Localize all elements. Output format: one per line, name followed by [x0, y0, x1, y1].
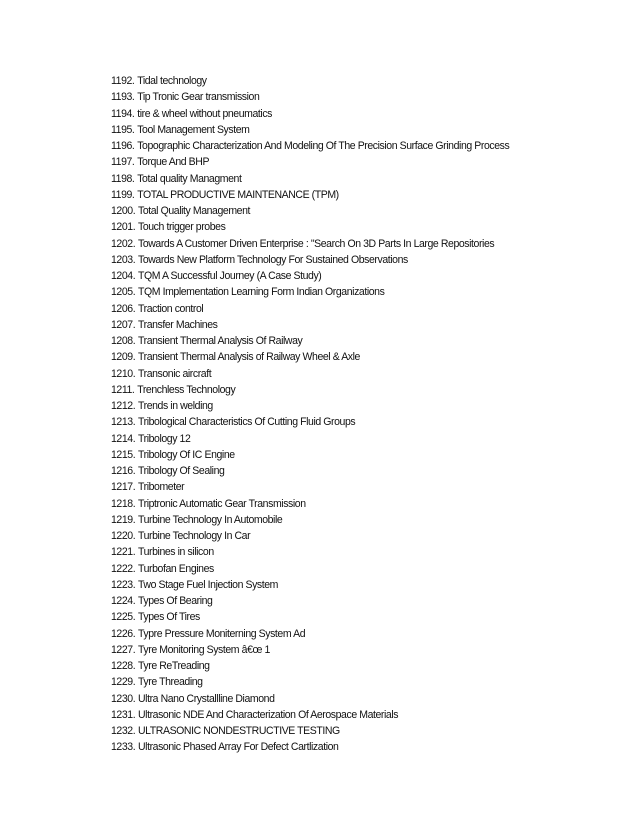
list-item: [111, 626, 595, 642]
list-item: [111, 89, 595, 105]
list-item: [111, 642, 595, 658]
topic-title: Types Of Bearing: [137, 595, 213, 607]
topic-number: 1222.: [111, 562, 136, 575]
list-item: [111, 171, 595, 187]
topic-number: 1195.: [111, 123, 135, 136]
topic-title: Triptronic Automatic Gear Transmission: [137, 497, 306, 510]
list-item: [111, 447, 595, 463]
list-item: [111, 203, 595, 219]
topic-title: Traction control: [137, 302, 204, 315]
topic-number: 1211.: [111, 383, 135, 396]
list-item: [111, 561, 595, 577]
topic-title: Tip Tronic Gear transmission: [137, 91, 260, 104]
topic-title: Tribology 12: [137, 432, 191, 445]
topic-number: 1205.: [111, 286, 136, 299]
list-item: [111, 431, 595, 447]
topic-number: 1226.: [111, 627, 136, 640]
list-item: [111, 73, 595, 89]
list-item: [111, 528, 595, 544]
list-item: [111, 544, 595, 560]
topic-number: 1212.: [111, 400, 136, 412]
topic-number: 1200.: [111, 205, 136, 217]
topic-number: 1204.: [111, 270, 136, 282]
list-item: [111, 658, 595, 674]
topic-title: Turbines in silicon: [137, 546, 214, 559]
topic-number: 1219.: [111, 513, 136, 526]
topic-number: 1192.: [111, 75, 135, 87]
topic-number: 1217.: [111, 481, 136, 494]
topic-number: 1230.: [111, 692, 136, 705]
topic-number: 1196.: [111, 140, 135, 152]
topic-number: 1197.: [111, 156, 135, 169]
topic-number: 1228.: [111, 660, 136, 672]
topic-title: ULTRASONIC NONDESTRUCTIVE TESTING: [137, 725, 340, 737]
topic-title: Transient Thermal Analysis of Railway Wheel & Axle: [137, 351, 360, 364]
topic-number: 1227.: [111, 643, 136, 656]
topic-number: 1203.: [111, 253, 136, 266]
list-item: [111, 577, 595, 593]
topic-title: Turbofan Engines: [137, 562, 214, 575]
topic-number: 1225.: [111, 611, 136, 624]
list-item: [111, 154, 595, 170]
list-item: [111, 609, 595, 625]
topic-title: Total Quality Management: [137, 205, 251, 217]
list-item: [111, 333, 595, 349]
topic-title: Tool Management System: [137, 123, 250, 136]
topic-number: 1199.: [111, 188, 135, 201]
list-item: [111, 122, 595, 138]
topic-title: TQM A Successful Journey (A Case Study): [137, 270, 322, 282]
list-item: [111, 496, 595, 512]
list-item: [111, 252, 595, 268]
topic-number: 1233.: [111, 741, 136, 754]
topic-title: Transfer Machines: [137, 318, 218, 331]
topic-number: 1218.: [111, 497, 136, 510]
list-item: [111, 317, 595, 333]
topic-title: Ultra Nano Crystallline Diamond: [137, 692, 275, 705]
topic-number: 1220.: [111, 530, 136, 542]
list-item: [111, 301, 595, 317]
topic-title: TOTAL PRODUCTIVE MAINTENANCE (TPM): [137, 188, 339, 201]
topic-number: 1194.: [111, 107, 135, 120]
list-item: [111, 691, 595, 707]
topic-title: Torque And BHP: [137, 156, 210, 169]
topic-title: tire & wheel without pneumatics: [137, 107, 272, 120]
topic-title: Two Stage Fuel Injection System: [137, 578, 279, 591]
topic-title: Trends in welding: [137, 400, 213, 412]
topic-title: Tyre Threading: [137, 676, 203, 689]
topic-title: Typre Pressure Moniterning System Ad: [137, 627, 306, 640]
topic-title: Total quality Managment: [137, 172, 242, 185]
topic-title: Tyre ReTreading: [137, 660, 210, 672]
list-item: [111, 739, 595, 755]
topic-title: Tribometer: [137, 481, 185, 494]
topic-title: Tribological Characteristics Of Cutting Fluid Groups: [137, 416, 356, 429]
topic-number: 1213.: [111, 416, 136, 429]
topic-number: 1202.: [111, 237, 136, 250]
topic-title: Towards New Platform Technology For Sustained Observations: [137, 253, 408, 266]
topic-title: Types Of Tires: [137, 611, 200, 624]
topic-title: Transient Thermal Analysis Of Railway: [137, 335, 303, 347]
topic-title: Tidal technology: [137, 75, 207, 87]
list-item: [111, 398, 595, 414]
topic-title: Turbine Technology In Automobile: [137, 513, 283, 526]
topic-number: 1193.: [111, 91, 135, 104]
topics-list: [111, 73, 631, 756]
topic-number: 1215.: [111, 448, 136, 461]
topic-number: 1232.: [111, 725, 136, 737]
topic-title: Ultrasonic Phased Array For Defect Cartlization: [137, 741, 339, 754]
list-item: [111, 414, 595, 430]
list-item: [111, 138, 595, 154]
list-item: [111, 707, 595, 723]
topic-number: 1201.: [111, 221, 136, 234]
list-item: [111, 723, 595, 739]
topic-title: Turbine Technology In Car: [137, 530, 251, 542]
topic-number: 1229.: [111, 676, 136, 689]
topic-title: Transonic aircraft: [137, 367, 212, 380]
list-item: [111, 479, 595, 495]
list-item: [111, 463, 595, 479]
topic-number: 1210.: [111, 367, 136, 380]
topic-title: Touch trigger probes: [137, 221, 226, 234]
list-item: [111, 187, 595, 203]
topic-number: 1223.: [111, 578, 136, 591]
list-item: [111, 268, 595, 284]
topic-title: Ultrasonic NDE And Characterization Of Aerospace Materials: [137, 708, 399, 721]
topic-number: 1206.: [111, 302, 136, 315]
topic-title: TQM Implementation Learning Form Indian Organizations: [137, 286, 385, 299]
list-item: [111, 236, 595, 252]
topic-number: 1216.: [111, 465, 136, 477]
topic-number: 1208.: [111, 335, 136, 347]
topic-number: 1221.: [111, 546, 136, 559]
topic-number: 1224.: [111, 595, 136, 607]
topic-title: Topographic Characterization And Modeling Of The Precision Surface Grinding Process: [137, 140, 510, 152]
topic-title: Tribology Of Sealing: [137, 465, 225, 477]
list-item: [111, 382, 595, 398]
topic-number: 1209.: [111, 351, 136, 364]
list-item: [111, 512, 595, 528]
list-item: [111, 366, 595, 382]
list-item: [111, 106, 595, 122]
topic-number: 1207.: [111, 318, 136, 331]
topic-number: 1231.: [111, 708, 136, 721]
topic-number: 1214.: [111, 432, 136, 445]
list-item: [111, 219, 595, 235]
topic-title: Tyre Monitoring System â€œ 1: [137, 643, 270, 656]
topic-number: 1198.: [111, 172, 135, 185]
list-item: [111, 284, 595, 300]
list-item: [111, 349, 595, 365]
topic-title: Tribology Of IC Engine: [137, 448, 235, 461]
list-item: [111, 593, 595, 609]
topic-title: Towards A Customer Driven Enterprise : "Search On 3D Parts In Large Repositories: [137, 237, 495, 250]
list-item: [111, 674, 595, 690]
topic-title: Trenchless Technology: [137, 383, 236, 396]
